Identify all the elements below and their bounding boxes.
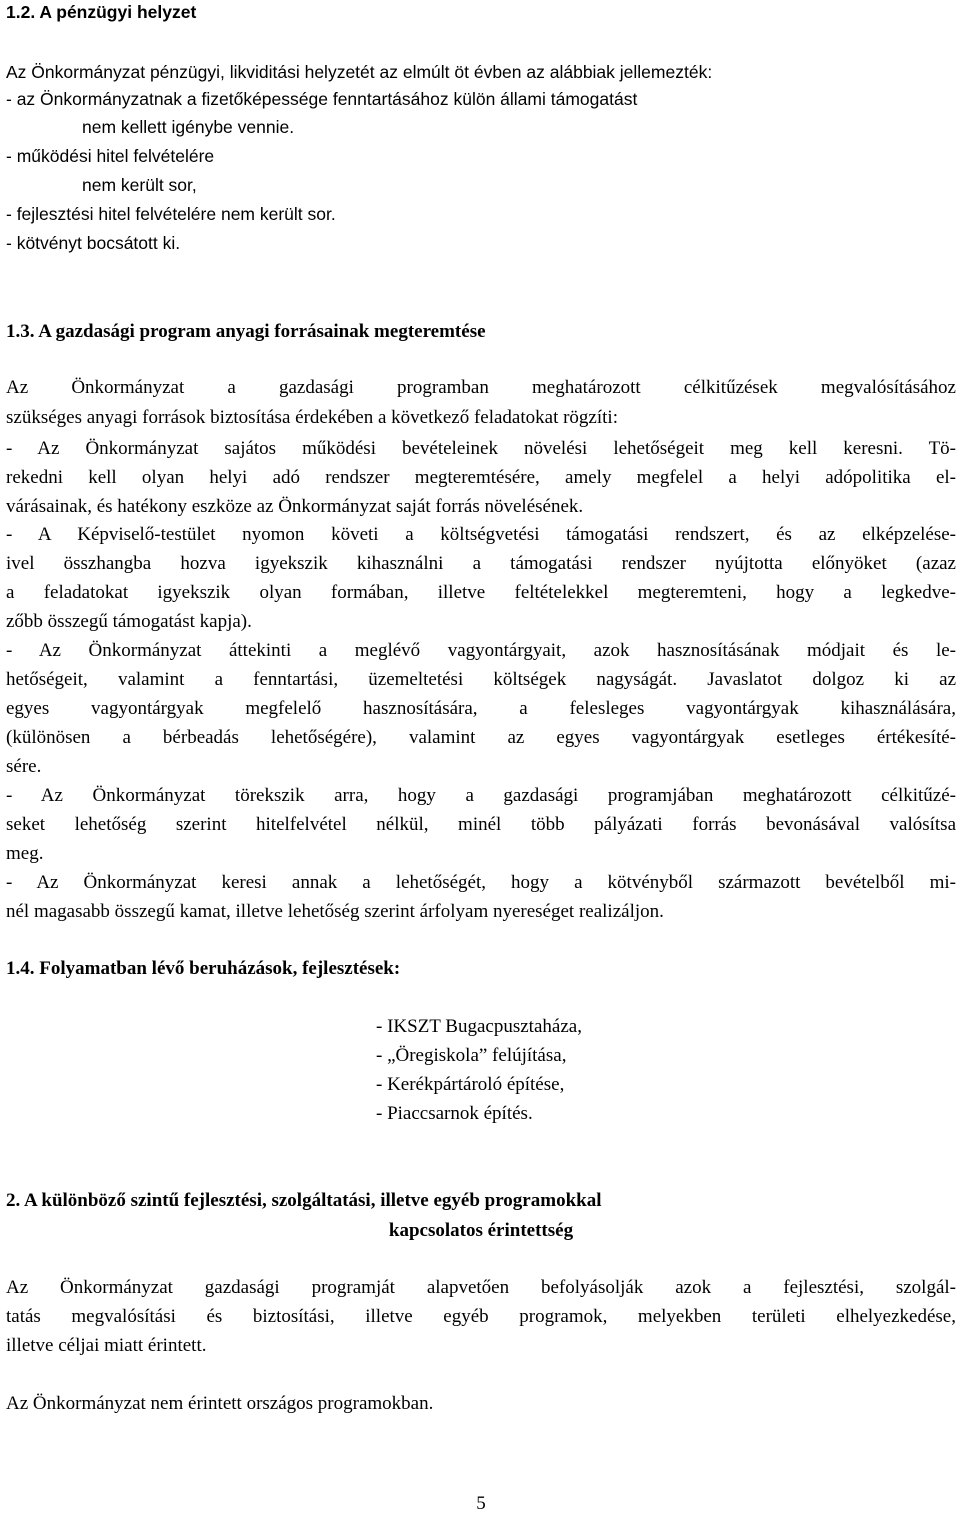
paragraph-line: tatás megvalósítási és biztosítási, illetve egyéb programok, melyekben területi elhelyezkedése, bbox=[6, 1306, 956, 1327]
list-item: - Kerékpártároló építése, bbox=[376, 1074, 565, 1095]
paragraph-line: - Az Önkormányzat keresi annak a lehetőségét, hogy a kötvényből származott bevételből mi- bbox=[6, 872, 956, 893]
paragraph-line: Az Önkormányzat a gazdasági programban meghatározott célkitűzések megvalósításához bbox=[6, 377, 956, 398]
section-2-title-continuation: kapcsolatos érintettség bbox=[388, 1220, 574, 1241]
paragraph-line: a feladatokat igyekszik olyan formában, illetve feltételekkel megteremteni, hogy a legkedve- bbox=[6, 582, 956, 603]
paragraph-line: Az Önkormányzat gazdasági programját alapvetően befolyásolják azok a fejlesztési, szolgál- bbox=[6, 1277, 956, 1298]
paragraph-line: rekedni kell olyan helyi adó rendszer megteremtésére, amely megfelel a helyi adópolitika el- bbox=[6, 467, 956, 488]
list-item: - „Öregiskola” felújítása, bbox=[376, 1045, 567, 1066]
page-number: 5 bbox=[476, 1493, 486, 1514]
paragraph-line: Az Önkormányzat nem érintett országos programokban. bbox=[6, 1393, 434, 1414]
list-item: - az Önkormányzatnak a fizetőképessége fenntartásához külön állami támogatást bbox=[6, 89, 638, 109]
paragraph-line: - Az Önkormányzat törekszik arra, hogy a gazdasági programjában meghatározott célkitűzé- bbox=[6, 785, 956, 806]
section-1-2-intro: Az Önkormányzat pénzügyi, likviditási helyzetét az elmúlt öt évben az alábbiak jellemezték: bbox=[6, 62, 713, 82]
paragraph-line: nél magasabb összegű kamat, illetve lehetőség szerint árfolyam nyereséget realizáljon. bbox=[6, 901, 664, 922]
paragraph-line: ivel összhangba hozva igyekszik kihasználni a támogatási rendszer nyújtotta előnyöket (azaz bbox=[6, 553, 956, 574]
paragraph-line: - Az Önkormányzat áttekinti a meglévő vagyontárgyait, azok hasznosításának módjait és le- bbox=[6, 640, 956, 661]
paragraph-line: hetőségeit, valamint a fenntartási, üzemeltetési költségek nagyságát. Javaslatot dolgoz ki az bbox=[6, 669, 956, 690]
section-2-title: 2. A különböző szintű fejlesztési, szolgáltatási, illetve egyéb programokkal bbox=[6, 1190, 602, 1211]
section-1-2-title: 1.2. A pénzügyi helyzet bbox=[6, 2, 197, 22]
list-item: - Piaccsarnok építés. bbox=[376, 1103, 533, 1124]
paragraph-line: zőbb összegű támogatást kapja). bbox=[6, 611, 252, 632]
list-item-continuation: nem került sor, bbox=[82, 175, 197, 195]
list-item: - működési hitel felvételére bbox=[6, 146, 215, 166]
paragraph-line: - A Képviselő-testület nyomon követi a költségvetési támogatási rendszert, és az elképzelése- bbox=[6, 524, 956, 545]
paragraph-line: várásainak, és hatékony eszköze az Önkormányzat saját forrás növelésének. bbox=[6, 496, 584, 517]
paragraph-line: (különösen a bérbeadás lehetőségére), valamint az egyes vagyontárgyak esetleges értékesíté- bbox=[6, 727, 956, 748]
paragraph-line: sére. bbox=[6, 756, 42, 777]
paragraph-line: szükséges anyagi források biztosítása érdekében a következő feladatokat rögzíti: bbox=[6, 407, 618, 428]
section-1-4-title: 1.4. Folyamatban lévő beruházások, fejlesztések: bbox=[6, 958, 401, 979]
paragraph-line: - Az Önkormányzat sajátos működési bevételeinek növelési lehetőségeit meg kell keresni. Tö- bbox=[6, 438, 956, 459]
paragraph-line: illetve céljai miatt érintett. bbox=[6, 1335, 207, 1356]
list-item: - kötvényt bocsátott ki. bbox=[6, 233, 181, 253]
list-item: - fejlesztési hitel felvételére nem került sor. bbox=[6, 204, 336, 224]
paragraph-line: egyes vagyontárgyak megfelelő hasznosítására, a felesleges vagyontárgyak kihasználására, bbox=[6, 698, 956, 719]
list-item-continuation: nem kellett igénybe vennie. bbox=[82, 117, 295, 137]
list-item: - IKSZT Bugacpusztaháza, bbox=[376, 1016, 582, 1037]
section-1-3-title: 1.3. A gazdasági program anyagi forrásainak megteremtése bbox=[6, 321, 486, 342]
paragraph-line: seket lehetőség szerint hitelfelvétel nélkül, minél több pályázati forrás bevonásával valósítsa bbox=[6, 814, 956, 835]
paragraph-line: meg. bbox=[6, 843, 44, 864]
